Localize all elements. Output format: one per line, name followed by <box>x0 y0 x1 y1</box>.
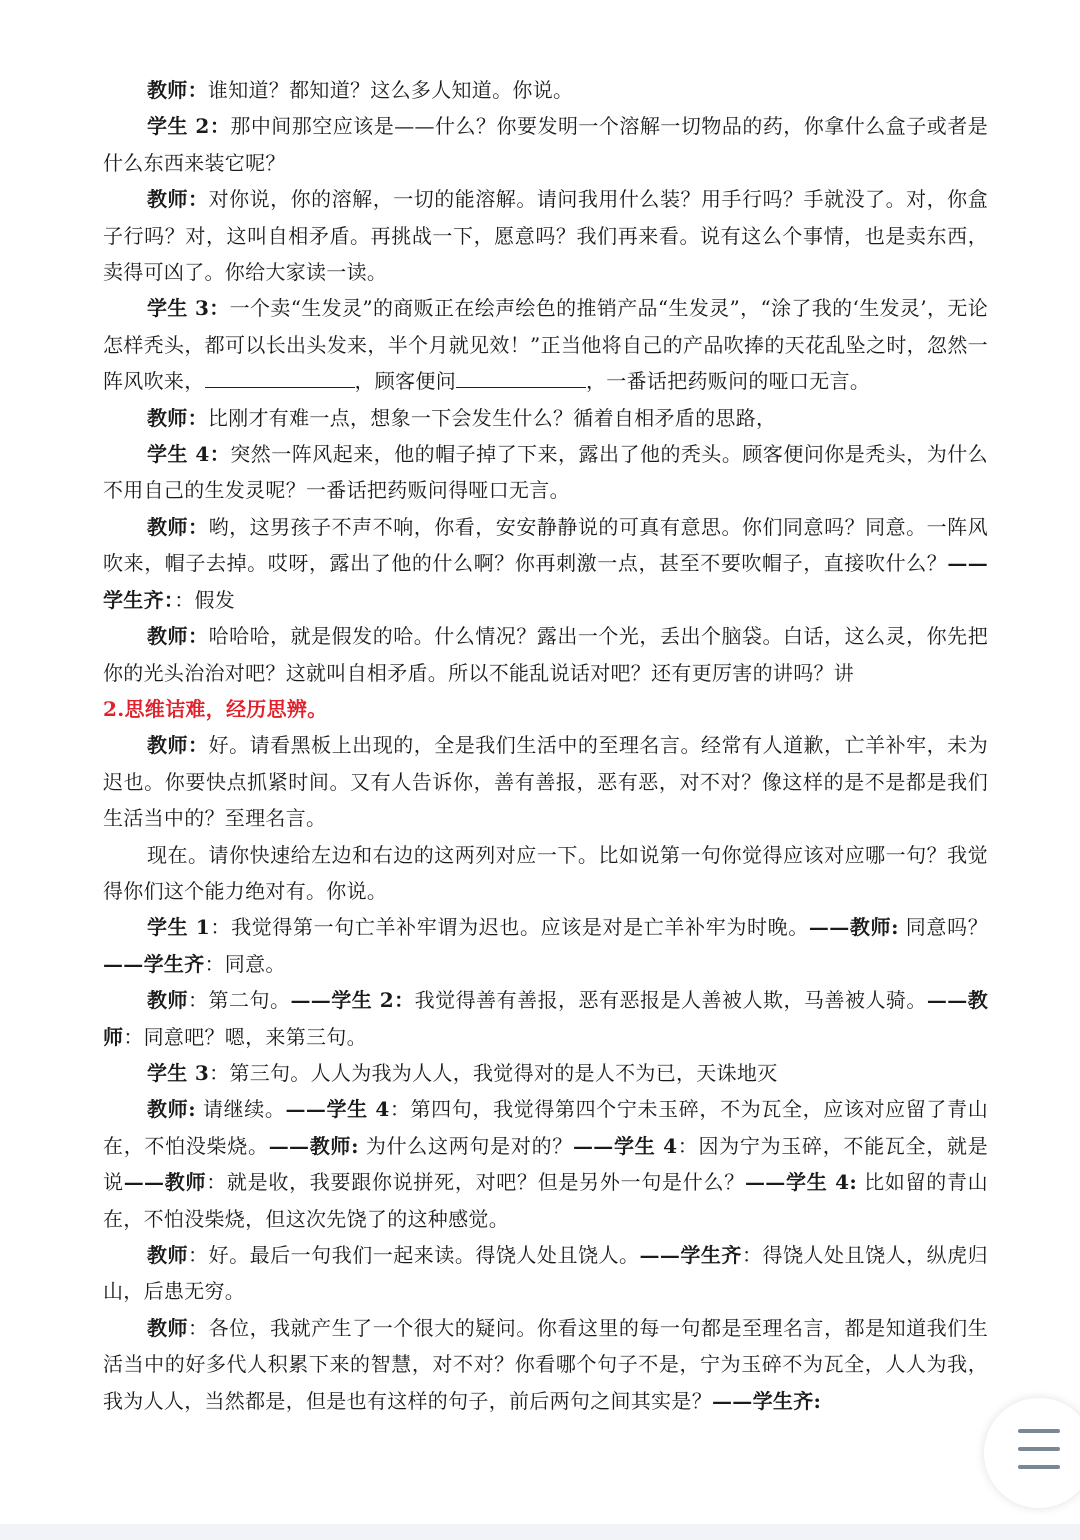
speaker-label: ——学生 4 <box>285 1097 390 1122</box>
paragraph-text: 同意吗？ <box>898 915 988 940</box>
paragraph-text: 那中间那空应该是——什么？你要发明一个溶解一切物品的药，你拿什么盒子或者是什么东西来装它呢？ <box>103 114 988 175</box>
dialogue-paragraph <box>103 1237 988 1310</box>
bottom-bar <box>0 1524 1080 1540</box>
dialogue-paragraph <box>103 1310 988 1419</box>
paragraph-text: 请继续。 <box>195 1097 286 1122</box>
speaker-label: 教师： <box>147 733 209 758</box>
speaker-label: 教师: <box>147 1097 196 1122</box>
paragraph-text: 一个卖“生发灵”的商贩正在绘声绘色的推销产品“生发灵”，“涂了我的‘生发灵’，无论怎样秃头，都可以长出头发来，半个月就见效！”正当他将自己的产品吹捧的天花乱坠之时，忽然一阵风吹来， <box>103 296 988 394</box>
paragraph-text: 现在。请你快速给左边和右边的这两列对应一下。比如说第一句你觉得应该对应哪一句？我觉得你们这个能力绝对有。你说。 <box>103 842 988 903</box>
speaker-label: ——学生 2： <box>290 988 415 1013</box>
section-title: 2.思维诘难，经历思辨。 <box>103 696 328 721</box>
dialogue-paragraph <box>103 727 988 836</box>
paragraph-text: 为什么这两句是对的？ <box>358 1133 573 1158</box>
dialogue-paragraph <box>103 400 988 436</box>
speaker-label: ——学生 4: <box>744 1170 857 1195</box>
fill-in-blank <box>456 365 586 388</box>
speaker-label: ——学生齐 <box>103 951 205 976</box>
dialogue-paragraph <box>103 108 988 181</box>
fill-in-blank <box>205 365 355 388</box>
dialogue-paragraph <box>103 436 988 509</box>
dialogue-paragraph <box>103 909 988 982</box>
paragraph-text: ：第三句。人人为我为人人，我觉得对的是人不为已，天诛地灭 <box>209 1060 778 1085</box>
speaker-label: ——教师: <box>268 1133 359 1158</box>
paragraph-text: ：假发 <box>174 587 236 612</box>
speaker-label: 教师 <box>147 1315 189 1340</box>
paragraph-text: ：同意。 <box>204 951 286 976</box>
paragraph-text: ，一番话把药贩问的哑口无言。 <box>586 369 871 394</box>
speaker-label: ——学生齐 <box>639 1243 742 1267</box>
speaker-label: 学生 3 <box>147 1060 210 1085</box>
dialogue-paragraph <box>103 1091 988 1237</box>
speaker-label: 教师： <box>147 187 209 212</box>
paragraph-text: ：同意吧？嗯，来第三句。 <box>123 1024 367 1049</box>
paragraph-text: 我觉得善有善报，恶有恶报是人善被人欺，马善被人骑。 <box>414 988 927 1013</box>
speaker-label: 教师： <box>147 514 209 539</box>
speaker-label: ——教师: <box>808 915 899 940</box>
document-body <box>103 72 988 1419</box>
dialogue-paragraph <box>103 982 988 1055</box>
paragraph-text: ：好。最后一句我们一起来读。得饶人处且饶人。 <box>188 1243 640 1267</box>
paragraph-text: 突然一阵风起来，他的帽子掉了下来，露出了他的秃头。顾客便问你是秃头，为什么不用自己的生发灵呢？一番话把药贩问得哑口无言。 <box>103 442 988 503</box>
speaker-label: ——学生齐: <box>712 1388 822 1413</box>
dialogue-paragraph <box>103 1055 988 1091</box>
speaker-label: 学生 1 <box>147 915 211 940</box>
paragraph-text: ：就是收，我要跟你说拼死，对吧？但是另外一句是什么？ <box>206 1170 745 1195</box>
speaker-label: ——教师 <box>123 1170 207 1195</box>
paragraph-text: 比刚才有难一点，想象一下会发生什么？循着自相矛盾的思路， <box>207 405 777 430</box>
dialogue-paragraph <box>103 509 988 618</box>
speaker-label: 教师： <box>147 78 208 102</box>
dialogue-paragraph <box>103 72 988 108</box>
paragraph-text: 比如留的青山在，不怕没柴烧，但这次先饶了的这种感觉。 <box>103 1170 988 1231</box>
speaker-label: 教师 <box>147 988 188 1013</box>
paragraph-text: ：我觉得第一句亡羊补牢谓为迟也。应该是对是亡羊补牢为时晚。 <box>210 915 809 940</box>
dialogue-paragraph <box>103 618 988 691</box>
paragraph-text: 好。请看黑板上出现的，全是我们生活中的至理名言。经常有人道歉，亡羊补牢，未为迟也。你要快点抓紧时间。又有人告诉你，善有善报，恶有恶，对不对？像这样的是不是都是我们生活当中的？至理名言。 <box>103 733 988 831</box>
speaker-label: 教师 <box>147 1243 189 1267</box>
speaker-label: 学生 3： <box>147 296 230 321</box>
paragraph-text: 哟，这男孩子不声不响，你看，安安静静说的可真有意思。你们同意吗？同意。一阵风吹来，帽子去掉。哎呀，露出了他的什么啊？你再刺激一点，甚至不要吹帽子，直接吹什么？ <box>103 514 988 576</box>
speaker-label: 教师： <box>147 624 209 649</box>
section-heading <box>103 691 988 727</box>
paragraph-text: 哈哈哈，就是假发的哈。什么情况？露出一个光，丢出个脑袋。白话，这么灵，你先把你的光头治治对吧？这就叫自相矛盾。所以不能乱说话对吧？还有更厉害的讲吗？讲 <box>103 624 988 685</box>
speaker-label: 学生 2： <box>147 114 231 139</box>
paragraph-text: ：各位，我就产生了一个很大的疑问。你看这里的每一句都是至理名言，都是知道我们生活当中的好多代人积累下来的智慧，对不对？你看哪个句子不是，宁为玉碎不为瓦全，人人为我，我为人人，当然都是，但是也有这样的句子，前后两句之间其实是？ <box>103 1315 988 1413</box>
speaker-label: ——教师 <box>103 988 989 1049</box>
dialogue-paragraph <box>103 181 988 290</box>
paragraph-text: ：第四句，我觉得第四个宁未玉碎，不为瓦全，应该对应留了青山在，不怕没柴烧。 <box>103 1097 988 1158</box>
paragraph-text: ：因为宁为玉碎，不能瓦全，就是说 <box>103 1133 988 1195</box>
paragraph-text: ：第二句。 <box>188 988 291 1013</box>
dialogue-paragraph <box>103 837 988 910</box>
paragraph-text: ，顾客便问 <box>354 369 456 394</box>
speaker-label: ——学生齐： <box>103 551 988 612</box>
dialogue-paragraph <box>103 290 988 399</box>
paragraph-text: 谁知道？都知道？这么多人知道。你说。 <box>207 78 574 102</box>
menu-icon[interactable] <box>1018 1429 1060 1469</box>
speaker-label: 教师： <box>147 405 208 430</box>
speaker-label: ——学生 4 <box>573 1133 678 1158</box>
paragraph-text: ：得饶人处且饶人，纵虎归山，后患无穷。 <box>103 1243 988 1304</box>
paragraph-text: 对你说，你的溶解，一切的能溶解。请问我用什么装？用手行吗？手就没了。对，你盒子行吗？对，这叫自相矛盾。再挑战一下，愿意吗？我们再来看。说有这么个事情，也是卖东西，卖得可凶了。你给大家读一读。 <box>103 187 988 285</box>
speaker-label: 学生 4： <box>147 442 231 467</box>
